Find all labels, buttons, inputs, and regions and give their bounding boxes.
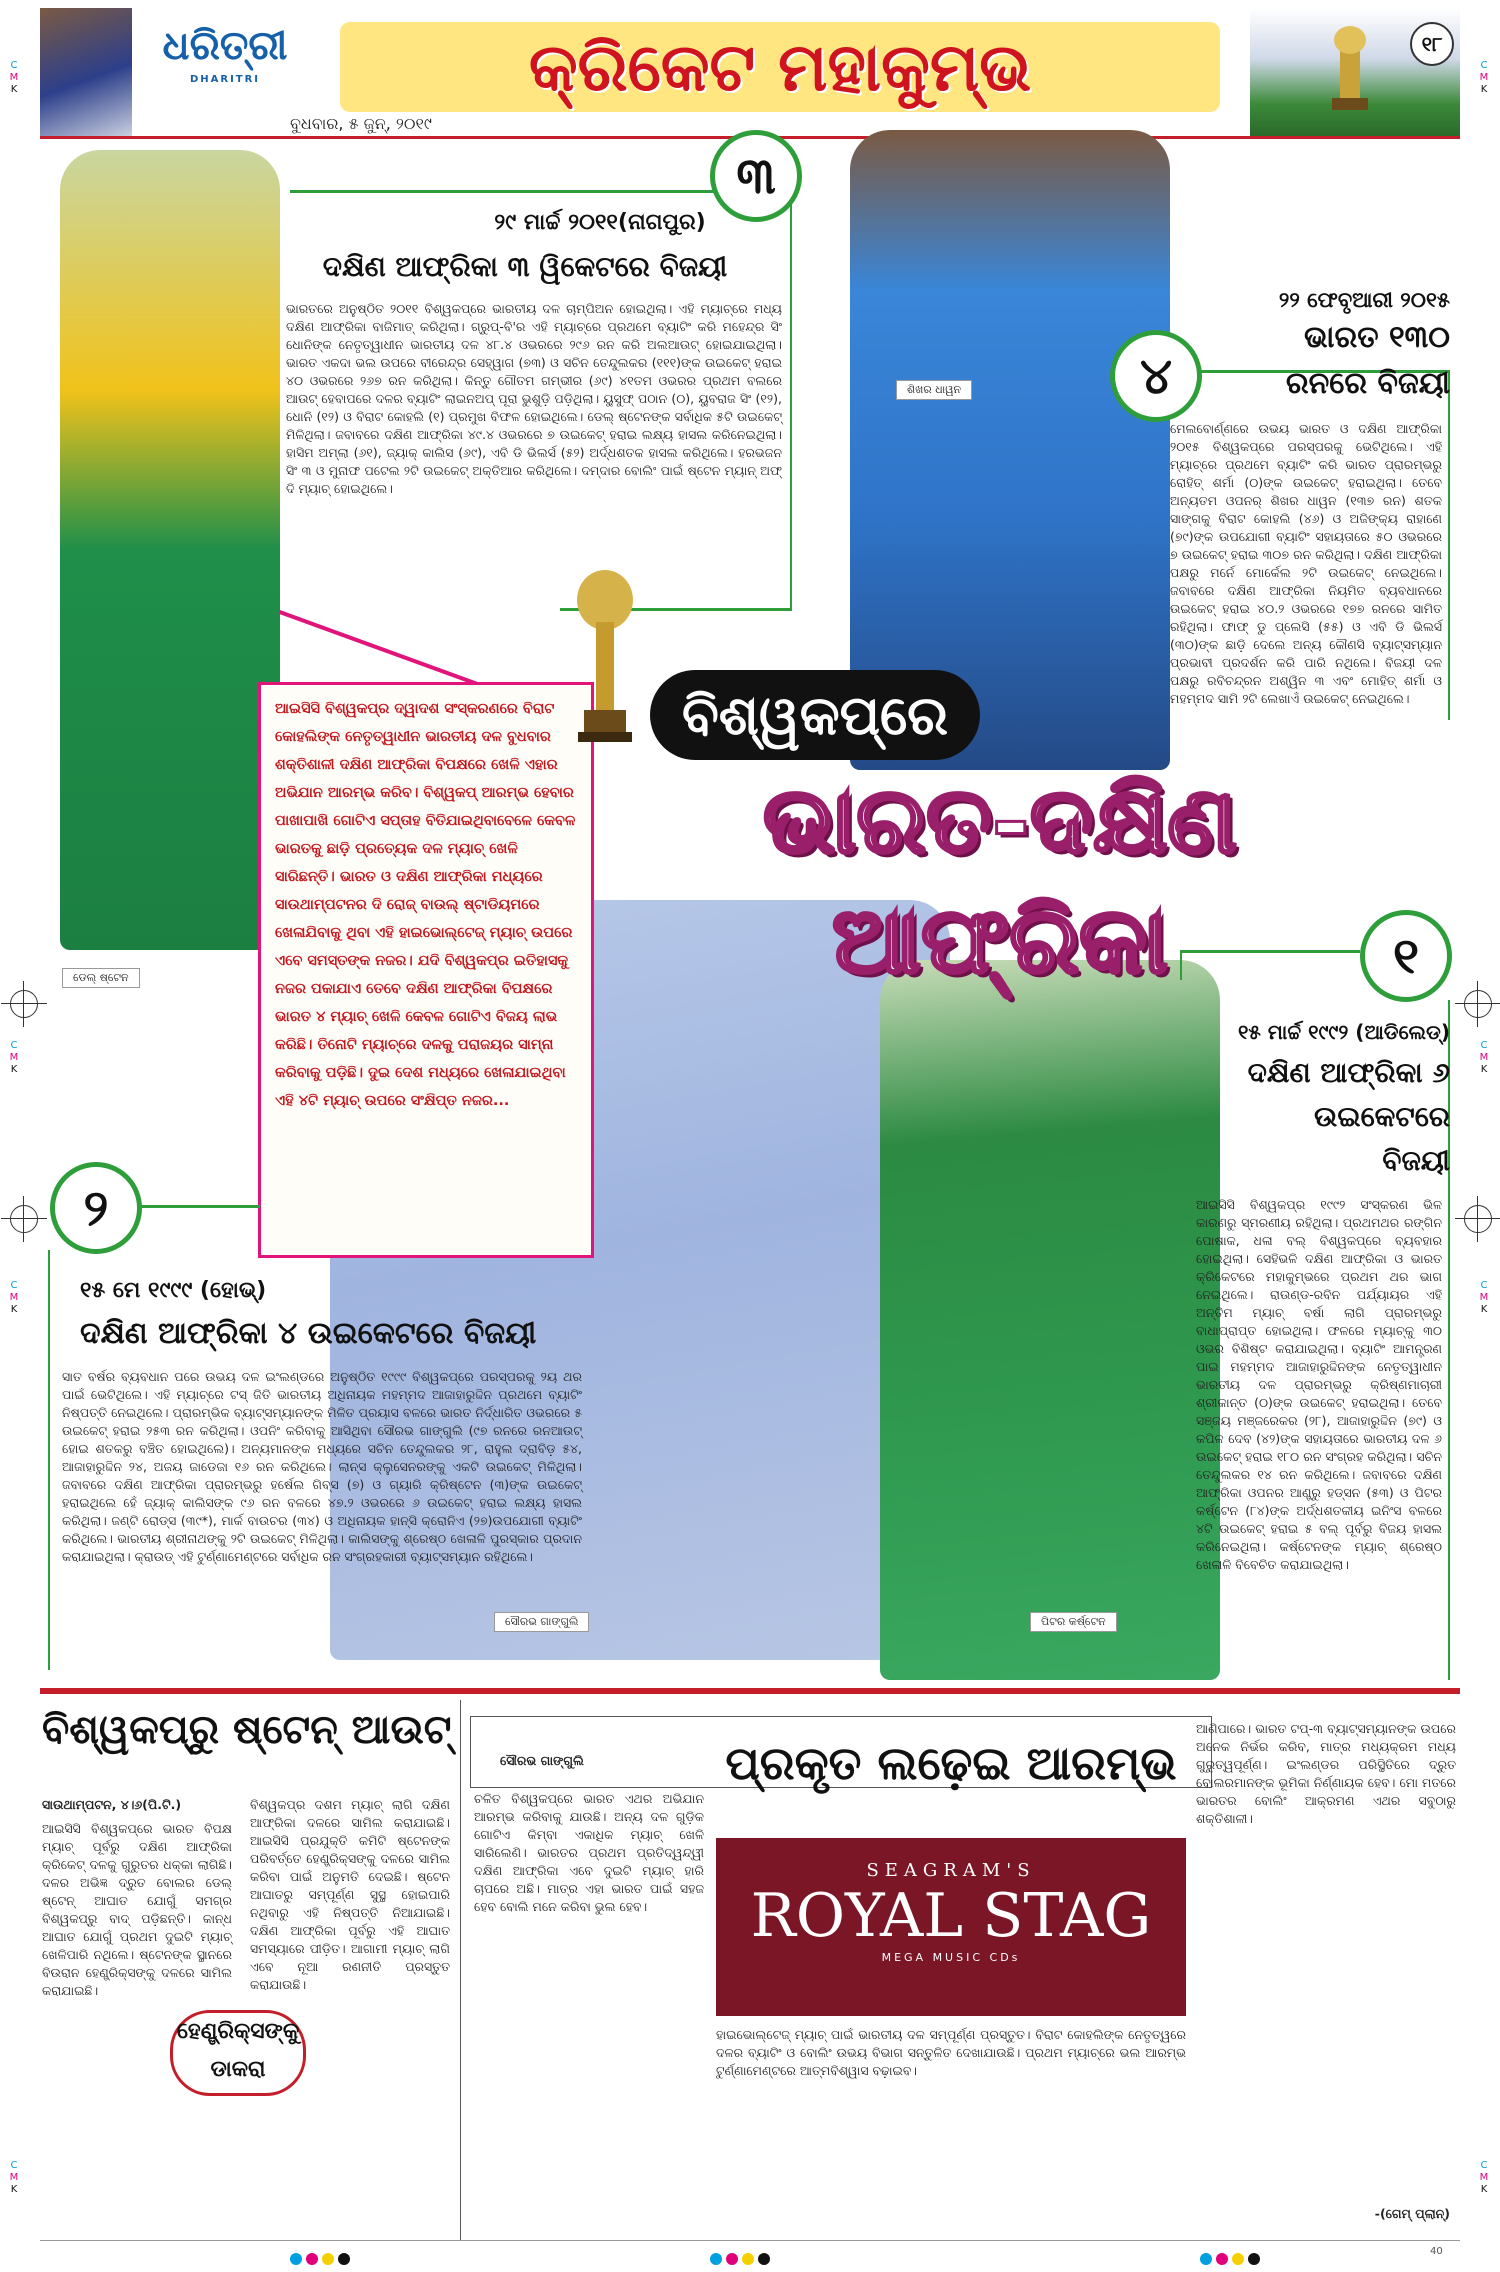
ganguly-headline: ପ୍ରକୃତ ଲଢ଼େଇ ଆରମ୍ଭ [725,1736,1177,1790]
steyn-photo [60,150,280,950]
ganguly-col-3: ଆଣିପାରେ। ଭାରତ ଟପ୍-୩ ବ୍ୟାଟ୍ସମ୍ୟାନଙ୍କ ଉପରେ ଅନେକ ନିର୍ଭର କରିବ, ମାତ୍ର ମଧ୍ୟକ୍ରମ ମଧ୍ୟ ଗୁରୁତ୍ୱପୂର୍ଣ୍ଣ। ଇଂଲଣ୍ଡର ପରିସ୍ଥିତିରେ ଦ୍ରୁତ ବୋଲରମାନଙ୍କ ଭୂମିକା ନିର୍ଣ୍ଣାୟକ ହେବ। ମୋ ମତରେ ଭାରତର ବୋଲିଂ ଆକ୍ରମଣ ଏଥର ସବୁଠାରୁ ଶକ୍ତିଶାଳୀ। [1196,1721,1456,1826]
story2-date: ୧୫ ମେ ୧୯୯୯ (ହୋଭ୍) [80,1278,267,1303]
ganguly-col-2: ହାଇଭୋଲ୍ଟେଜ୍ ମ୍ୟାଚ୍ ପାଇଁ ଭାରତୀୟ ଦଳ ସମ୍ପୂର୍ଣ୍ଣ ପ୍ରସ୍ତୁତ। ବିରାଟ କୋହଲିଙ୍କ ନେତୃତ୍ୱରେ ଦଳର ବ୍ୟାଟିଂ ଓ ବୋଲିଂ ଉଭୟ ବିଭାଗ ସନ୍ତୁଳିତ ଦେଖାଯାଉଛି। ପ୍ରଥମ ମ୍ୟାଚ୍‌ରେ ଭଲ ଆରମ୍ଭ ଟୁର୍ଣ୍ଣାମେଣ୍ଟରେ ଆତ୍ମବିଶ୍ୱାସ ବଢ଼ାଇବ। [716,2027,1186,2078]
logo-text: ଧରିତ୍ରୀ [162,22,288,69]
ad-brand: ROYAL STAG [750,1881,1152,1951]
masthead-player-photo [40,8,132,136]
story1-body: ଆଇସିସି ବିଶ୍ୱକପ୍‌ର ୧୯୯୨ ସଂସ୍କରଣ ଭିଳ କାରଣରୁ ସ୍ମରଣୀୟ ରହିଥିଲା। ପ୍ରଥମଥର ରଙ୍ଗିନ ପୋଷାକ, ଧଳା ବଲ୍ ବିଶ୍ୱକପ୍‌ରେ ବ୍ୟବହାର ହୋଇଥିଲା। ସେହିଭଳି ଦକ୍ଷିଣ ଆଫ୍ରିକା ଓ ଭାରତ କ୍ରିକେଟରେ ମହାକୁମ୍ଭରେ ପ୍ରଥମ ଥର ଭାଗ ନେଇଥିଲେ। ରାଉଣ୍ଡ-ରବିନ ପର୍ଯ୍ୟାୟର ଏହି ଅନ୍ତିମ ମ୍ୟାଚ୍ ବର୍ଷା ଲାଗି ପ୍ରାରମ୍ଭରୁ ବାଧାପ୍ରାପ୍ତ ହୋଇଥିଲା। ଫଳରେ ମ୍ୟାଚ୍‌କୁ ୩୦ ଓଭର ବିଶିଷ୍ଟ କରାଯାଇଥିଲା। ବ୍ୟାଟିଂ ଆମନ୍ତ୍ରଣ ପାଇ ମହମ୍ମଦ ଆଜାହାରୁଦ୍ଦିନଙ୍କ ନେତୃତ୍ୱାଧୀନ ଭାରତୀୟ ଦଳ ପ୍ରାରମ୍ଭରୁ କ୍ରିଷ୍ଣମାଚାରୀ ଶ୍ରୀକାନ୍ତ (୦)ଙ୍କ ଉଇକେଟ୍ ହରାଇଥିଲା। ତେବେ ସଞ୍ଜୟ ମଞ୍ଜରେକର (୨୮), ଆଜାହାରୁଦ୍ଦିନ (୭୯) ଓ କପିଳ ଦେବ (୪୨)ଙ୍କ ସହାୟତାରେ ଭାରତୀୟ ଦଳ ୬ ଉଇକେଟ୍ ହରାଇ ୧୮୦ ରନ ସଂଗ୍ରହ କରିଥିଲା। ସଚିନ ତେନ୍ଦୁଲକର ୧୪ ରନ କରିଥିଲେ। ଜବାବରେ ଦକ୍ଷିଣ ଆଫ୍ରିକା ଓପନର ଆଣ୍ଡ୍ରୁ ହଡ୍‌ସନ (୫୩) ଓ ପିଟର କର୍ଷ୍ଟେନ (୮୪)ଙ୍କ ଅର୍ଦ୍ଧଶତକୀୟ ଇନିଂସ ବଳରେ ୪ଟି ଉଇକେଟ୍ ହରାଇ ୫ ବଲ୍ ପୂର୍ବରୁ ବିଜୟ ହାସଲ କରିନେଇଥିଲା। କର୍ଷ୍ଟେନଙ୍କ ମ୍ୟାଚ୍ ଶ୍ରେଷ୍ଠ ଖେଳାଳି ବିବେଚିତ କରାଯାଇଥିଲା। [1196,1197,1442,1572]
connector-line [48,1250,50,1670]
story4-headline-2: ରନରେ ବିଜୟୀ [1285,366,1450,401]
color-mark: C M K [1479,1280,1489,1315]
story-number-4: ୪ [1110,330,1202,422]
caption-dhawan: ଶିଖର ଧାୱନ [896,380,972,400]
color-mark: C M K [9,2160,19,2195]
story4-body: ମେଲବୋର୍ଣ୍ଣରେ ଉଭୟ ଭାରତ ଓ ଦକ୍ଷିଣ ଆଫ୍ରିକା ୨୦୧୫ ବିଶ୍ୱକପ୍‌ରେ ପରସ୍ପରକୁ ଭେଟିଥିଲେ। ଏହି ମ୍ୟାଚ୍‌ରେ ପ୍ରଥମେ ବ୍ୟାଟିଂ କରି ଭାରତ ପ୍ରାରମ୍ଭରୁ ରୋହିତ୍ ଶର୍ମା (୦)ଙ୍କ ଉଇକେଟ୍ ହରାଇଥିଲା। ତେବେ ଅନ୍ୟତମ ଓପନର୍ ଶିଖର ଧାୱନ (୧୩୭ ରନ) ଶତକ ସାଙ୍ଗକୁ ବିରାଟ କୋହଲି (୪୬) ଓ ଅଜିଙ୍କ୍ୟ ରାହାଣେ (୭୯)ଙ୍କ ଉପଯୋଗୀ ବ୍ୟାଟିଂ ସହାୟତାରେ ୫୦ ଓଭରରେ ୭ ଉଇକେଟ୍ ହରାଇ ୩୦୭ ରନ କରିଥିଲା। ଦକ୍ଷିଣ ଆଫ୍ରିକା ପକ୍ଷରୁ ମର୍ନେ ମୋର୍କେଲ ୨ଟି ଉଇକେଟ୍ ନେଇଥିଲେ। ଜବାବରେ ଦକ୍ଷିଣ ଆଫ୍ରିକା ନିୟମିତ ବ୍ୟବଧାନରେ ଉଇକେଟ୍ ହରାଇ ୪୦.୨ ଓଭରରେ ୧୭୭ ରନରେ ସାମିତ ରହିଥିଲା। ଫାଫ୍ ଡୁ ପ୍ଲେସି (୫୫) ଓ ଏବି ଡି ଭିଲର୍ସ (୩୦)ଙ୍କ ଛାଡ଼ି ଦେଲେ ଅନ୍ୟ କୌଣସି ବ୍ୟାଟ୍ସମ୍ୟାନ ପ୍ରଭାବୀ ପ୍ରଦର୍ଶନ କରି ପାରି ନଥିଲେ। ବିଜୟୀ ଦଳ ପକ୍ଷରୁ ରବିଚନ୍ଦ୍ରନ ଅଶ୍ୱିନ ୩ ଏବଂ ମୋହିତ୍ ଶର୍ମା ଓ ମହମ୍ମଦ ସାମି ୨ଟି ଲେଖାଏଁ ଉଇକେଟ୍ ନେଇଥିଲେ। [1170,421,1442,706]
stein-out-dateline: ସାଉଥାମ୍ପଟନ, ୪।୬(ପି.ଟି.) [42,1797,182,1812]
page-number: ୧୮ [1410,22,1454,66]
issue-date: ବୁଧବାର, ୫ ଜୁନ୍, ୨୦୧୯ [290,114,432,133]
story3-date: ୨୯ ମାର୍ଚ୍ଚ ୨୦୧୧(ନାଗପୁର) [494,210,706,235]
world-cup-trophy-icon [560,560,650,760]
color-mark: C M K [1479,1040,1489,1075]
story4-headline-1: ଭାରତ ୧୩୦ [1304,320,1450,355]
footer-rule [40,2240,1460,2241]
stein-out-col-1: ଆଇସିସି ବିଶ୍ୱକପ୍‌ରେ ଭାରତ ବିପକ୍ଷ ମ୍ୟାଚ୍ ପୂର୍ବରୁ ଦକ୍ଷିଣ ଆଫ୍ରିକା କ୍ରିକେଟ୍ ଦଳକୁ ଗୁରୁତର ଧକ୍କା ଲାଗିଛି। ଦଳର ଅଭିଜ୍ଞ ଦ୍ରୁତ ବୋଲର ଡେଲ୍ ଷ୍ଟେନ୍ ଆଘାତ ଯୋଗୁଁ ସମଗ୍ର ବିଶ୍ୱକପ୍‌ରୁ ବାଦ୍ ପଡ଼ିଛନ୍ତି। କାନ୍ଧ ଆଘାତ ଯୋଗୁଁ ପ୍ରଥମ ଦୁଇଟି ମ୍ୟାଚ୍ ଖେଳିପାରି ନଥିଲେ। ଷ୍ଟେନଙ୍କ ସ୍ଥାନରେ ବିଉରାନ ହେଣ୍ଡ୍ରିକ୍ସଙ୍କୁ ଦଳରେ ସାମିଲ କରାଯାଇଛି। [42,1821,232,1998]
connector-line [1180,950,1182,980]
connector-line [290,190,720,193]
story4-date: ୨୨ ଫେବୃଆରୀ ୨୦୧୫ [1278,288,1450,312]
ganguly-col-1: ଚଳିତ ବିଶ୍ୱକପ୍‌ରେ ଭାରତ ଏଥର ଅଭିଯାନ ଆରମ୍ଭ କରିବାକୁ ଯାଉଛି। ଅନ୍ୟ ଦଳ ଗୁଡ଼ିକ ଗୋଟିଏ କିମ୍ବା ଏକାଧିକ ମ୍ୟାଚ୍ ଖେଳି ସାରିଲେଣି। ଭାରତର ପ୍ରଥମ ପ୍ରତିଦ୍ୱନ୍ଦ୍ୱୀ ଦକ୍ଷିଣ ଆଫ୍ରିକା ଏବେ ଦୁଇଟି ମ୍ୟାଚ୍ ହାରି ଚାପରେ ଅଛି। ମାତ୍ର ଏହା ଭାରତ ପାଇଁ ସହଜ ହେବ ବୋଲି ମନେ କରିବା ଭୁଲ ହେବ। [474,1791,704,1914]
royal-stag-ad [716,1838,1186,2016]
connector-line [1180,950,1360,953]
color-mark: C M K [1479,2160,1489,2195]
caption-kirsten: ପିଟର କର୍ଷ୍ଟେନ [1030,1612,1117,1632]
intro-text: ଆଇସିସି ବିଶ୍ୱକପ୍‌ର ଦ୍ୱାଦଶ ସଂସ୍କରଣରେ ବିରାଟ କୋହଲିଙ୍କ ନେତୃତ୍ୱାଧୀନ ଭାରତୀୟ ଦଳ ବୁଧବାର ଶକ୍ତିଶାଳୀ ଦକ୍ଷିଣ ଆଫ୍ରିକା ବିପକ୍ଷରେ ଖେଳି ଏହାର ଅଭିଯାନ ଆରମ୍ଭ କରିବ। ବିଶ୍ୱକପ୍ ଆରମ୍ଭ ହେବାର ପାଖାପାଖି ଗୋଟିଏ ସପ୍ତାହ ବିତିଯାଇଥିବାବେଳେ କେବଳ ଭାରତକୁ ଛାଡ଼ି ପ୍ରତ୍ୟେକ ଦଳ ମ୍ୟାଚ୍ ଖେଳି ସାରିଛନ୍ତି। ଭାରତ ଓ ଦକ୍ଷିଣ ଆଫ୍ରିକା ମଧ୍ୟରେ ସାଉଥାମ୍ପଟନର ଦି ରୋଜ୍ ବାଉଲ୍ ଷ୍ଟାଡିୟମରେ ଖେଳାଯିବାକୁ ଥିବା ଏହି ହାଇଭୋଲ୍ଟେଜ୍ ମ୍ୟାଚ୍ ଉପରେ ଏବେ ସମସ୍ତଙ୍କ ନଜର। ଯଦି ବିଶ୍ୱକପ୍‌ର ଇତିହାସକୁ ନଜର ପକାଯାଏ ତେବେ ଦକ୍ଷିଣ ଆଫ୍ରିକା ବିପକ୍ଷରେ ଭାରତ ୪ ମ୍ୟାଚ୍ ଖେଳି କେବଳ ଗୋଟିଏ ବିଜୟ ଲାଭ କରିଛି। ତିନୋଟି ମ୍ୟାଚ୍‌ରେ ଦଳକୁ ପରାଜୟର ସାମ୍ନା କରିବାକୁ ପଡ଼ିଛି। ଦୁଇ ଦେଶ ମଧ୍ୟରେ ଖେଳାଯାଇଥିବା ଏହି ୪ଟି ମ୍ୟାଚ୍ ଉପରେ ସଂକ୍ଷିପ୍ତ ନଜର... [275,701,576,1109]
connector-line [790,190,792,610]
registration-mark [1464,990,1492,1018]
registration-mark [10,990,38,1018]
color-mark: C M K [9,1040,19,1075]
main-title-line-1: ବିଶ୍ୱକପ୍‌ରେ [650,670,980,760]
color-bar [290,2250,354,2269]
main-title-line-2: ଭାରତ-ଦକ୍ଷିଣ ଆଫ୍ରିକା [762,766,1238,994]
story1-date: ୧୫ ମାର୍ଚ୍ଚ ୧୯୯୨ (ଆଡିଲେଡ୍) [1237,1020,1450,1044]
masthead [40,8,1460,139]
caption-ganguly: ସୌରଭ ଗାଙ୍ଗୁଲି [494,1612,589,1632]
stein-out-headline: ବିଶ୍ୱକପ୍‌ରୁ ଷ୍ଟେନ୍ ଆଉଟ୍ [42,1706,452,1753]
section-title: କ୍ରିକେଟ ମହାକୁମ୍ଭ [340,22,1220,112]
stein-out-col-2: ବିଶ୍ୱକପ୍‌ର ଦଶମ ମ୍ୟାଚ୍ ଲାଗି ଦକ୍ଷିଣ ଆଫ୍ରିକା ଦଳରେ ସାମିଲ କରାଯାଇଛି। ଆଇସିସି ପ୍ରଯୁକ୍ତି କମିଟି ଷ୍ଟେନଙ୍କ ପରିବର୍ତ୍ତେ ହେଣ୍ଡ୍ରିକ୍ସଙ୍କୁ ଦଳରେ ସାମିଲ କରିବା ପାଇଁ ଅନୁମତି ଦେଇଛି। ଷ୍ଟେନ ଆଘାତରୁ ସମ୍ପୂର୍ଣ୍ଣ ସୁସ୍ଥ ହୋଇପାରି ନଥିବାରୁ ଏହି ନିଷ୍ପତ୍ତି ନିଆଯାଇଛି। ଦକ୍ଷିଣ ଆଫ୍ରିକା ପୂର୍ବରୁ ଏହି ଆଘାତ ସମସ୍ୟାରେ ପୀଡ଼ିତ। ଆଗାମୀ ମ୍ୟାଚ୍ ଲାଗି ଏବେ ନୂଆ ରଣନୀତି ପ୍ରସ୍ତୁତ କରାଯାଉଛି। [250,1797,450,1992]
story1-headline-1: ଦକ୍ଷିଣ ଆଫ୍ରିକା ୬ [1247,1056,1450,1089]
registration-mark [10,1205,38,1233]
color-mark: C M K [1479,60,1489,95]
color-bar [1200,2250,1264,2269]
story1-headline-3: ବିଜୟୀ [1382,1144,1450,1177]
color-bar [710,2250,774,2269]
story3-body: ଭାରତରେ ଅନୁଷ୍ଠିତ ୨୦୧୧ ବିଶ୍ୱକପ୍‌ରେ ଭାରତୀୟ ଦଳ ଚାମ୍ପିଅନ ହୋଇଥିଲା। ଏହି ମ୍ୟାଚ୍‌ରେ ମଧ୍ୟ ଦକ୍ଷିଣ ଆଫ୍ରିକା ବାଜିମାତ୍ କରିଥିଲା। ଗ୍ରୁପ୍-ବି'ର ଏହି ମ୍ୟାଚ୍‌ରେ ପ୍ରଥମେ ବ୍ୟାଟିଂ କରି ମହେନ୍ଦ୍ର ସିଂ ଧୋନିଙ୍କ ନେତୃତ୍ୱାଧୀନ ଭାରତୀୟ ଦଳ ୪୮.୪ ଓଭରରେ ୨୯୬ ରନ କରି ଅଲଆଉଟ୍ ହୋଇଯାଇଥିଲା। ଭାରତ ଏକଦା ଭଲ ଉପରେ ବୀରେନ୍ଦ୍ର ସେହ୍‌ୱାଗ (୭୩) ଓ ସଚିନ ତେନ୍ଦୁଲକର (୧୧୧)ଙ୍କ ଉଇକେଟ୍ ହରାଇ ୪୦ ଓଭରରେ ୨୬୭ ରନ କରିଥିଲା। କିନ୍ତୁ ଗୌତମ ଗମ୍ଭୀର (୬୯) ୪୧ତମ ଓଭରର ପ୍ରଥମ ବଲରେ ଆଉଟ୍ ହେବାପରେ ଦଳର ବ୍ୟାଟିଂ ଲାଇନଅପ୍ ପୂରା ଭୁଶୁଡ଼ି ପଡ଼ିଥିଲା। ୟୁସୁଫ୍ ପଠାନ (୦), ୟୁବରାଜ ସିଂ (୧୨), ଧୋନି (୧୨) ଓ ବିରାଟ କୋହଲି (୧) ପ୍ରମୁଖ ବିଫଳ ହୋଇଥିଲେ। ଡେଲ୍ ଷ୍ଟେନଙ୍କ ସର୍ବାଧିକ ୫ଟି ଉଇକେଟ୍ ମିଳିଥିଲା। ଜବାବରେ ଦକ୍ଷିଣ ଆଫ୍ରିକା ୪୯.୪ ଓଭରରେ ୭ ଉଇକେଟ୍ ହରାଇ ଲକ୍ଷ୍ୟ ହାସଲ କରିନେଇଥିଲା। ହାସିମ ଅମ୍ଲା (୬୧), ଜ୍ୟାକ୍ କାଲିସ (୬୯), ଏବି ଡି ଭିଲର୍ସ (୫୨) ଅର୍ଦ୍ଧଶତକ ହାସଲ କରିଥିଲେ। ହରଭଜନ ସିଂ ୩ ଓ ମୁନାଫ ପଟେଲ ୨ଟି ଉଇକେଟ୍ ଅକ୍ତିଆର କରିଥିଲେ। ଦମ୍ଦାର ବୋଲିଂ ପାଇଁ ଷ୍ଟେନ ମ୍ୟାନ୍ ଅଫ୍ ଦି ମ୍ୟାଚ୍ ହୋଇଥିଲେ। [286,301,782,496]
newspaper-logo [150,18,300,98]
footer-page-number: 40 [1430,2246,1443,2257]
connector-line [140,1205,260,1208]
ad-top-text: SEAGRAM'S [866,1860,1036,1881]
section-divider [40,1688,1460,1694]
story-number-2: ୨ [50,1162,142,1254]
color-mark: C M K [9,1280,19,1315]
ganguly-signoff: -(ଗେମ୍ ପ୍ଲାନ୍) [1374,2206,1450,2221]
hendricks-callout: ହେଣ୍ଡ୍ରିକ୍ସଙ୍କୁ ଡାକରା [170,2010,306,2096]
story-number-1: ୧ [1360,910,1452,1002]
column-rule [460,1700,461,2240]
connector-line [1448,370,1450,720]
ganguly-byline: ସୌରଭ ଗାଙ୍ଗୁଲି [500,1753,584,1768]
story3-headline: ଦକ୍ଷିଣ ଆଫ୍ରିକା ୩ ୱିକେଟରେ ବିଜୟୀ [322,250,728,283]
logo-subtext: DHARITRI [189,74,261,85]
color-mark: C M K [9,60,19,95]
story2-body: ସାତ ବର୍ଷର ବ୍ୟବଧାନ ପରେ ଉଭୟ ଦଳ ଇଂଲଣ୍ଡରେ ଅନୁଷ୍ଠିତ ୧୯୯୯ ବିଶ୍ୱକପ୍‌ରେ ପରସ୍ପରକୁ ୨ୟ ଥର ପାଇଁ ଭେଟିଥିଲେ। ଏହି ମ୍ୟାଚ୍‌ରେ ଟସ୍ ଜିତି ଭାରତୀୟ ଅଧିନାୟକ ମହମ୍ମଦ ଆଜାହାରୁଦ୍ଦିନ ପ୍ରଥମେ ବ୍ୟାଟିଂ ନିଷ୍ପତ୍ତି ନେଇଥିଲେ। ପ୍ରାରମ୍ଭିକ ବ୍ୟାଟ୍ସମ୍ୟାନଙ୍କ ମିଳିତ ପ୍ରୟାସ ବଳରେ ଭାରତ ନିର୍ଦ୍ଧାରିତ ଓଭରରେ ୫ ଉଇକେଟ୍ ହରାଇ ୨୫୩ ରନ କରିଥିଲା। ଓପନିଂ କରିବାକୁ ଆସିଥିବା ସୌରଭ ଗାଙ୍ଗୁଲି (୯୭ ରନରେ ରନଆଉଟ୍ ହୋଇ ଶତକରୁ ବଞ୍ଚିତ ହୋଇଥିଲେ)। ଅନ୍ୟମାନଙ୍କ ମଧ୍ୟରେ ସଚିନ ତେନ୍ଦୁଲକର ୨୮, ରାହୁଲ ଦ୍ରାବିଡ଼ ୫୪, ଆଜାହାରୁଦ୍ଦିନ ୨୪, ଅଜୟ ଜାଡେଜା ୧୬ ରନ କରିଥିଲେ। ଲାନ୍ସ କ୍ଲୁସେନରଙ୍କୁ ଏକଟି ଉଇକେଟ୍ ମିଳିଥିଲା। ଜବାବରେ ଦକ୍ଷିଣ ଆଫ୍ରିକା ପ୍ରାରମ୍ଭରୁ ହର୍ଷେଲ ଗିବ୍ସ (୭) ଓ ଗ୍ୟାରି କ୍ରିଷ୍ଟେନ (୩)ଙ୍କ ଉଇକେଟ୍ ହରାଇଥିଲେ ହେଁ ଜ୍ୟାକ୍ କାଲିସଙ୍କ ୯୬ ରନ ବଳରେ ୪୭.୨ ଓଭରରେ ୬ ଉଇକେଟ୍ ହରାଇ ଲକ୍ଷ୍ୟ ହାସଲ କରିଥିଲା। ଜଣ୍ଟି ରୋଡ୍ସ (୩୯*), ମାର୍କ ବାଉଚର (୩୪) ଓ ଅଧିନାୟକ ହାନ୍ସି କ୍ରୋନିଏ (୨୭)ଉପଯୋଗୀ ବ୍ୟାଟିଂ କରିଥିଲେ। ଭାରତୀୟ ଶ୍ରୀନାଥଙ୍କୁ ୨ଟି ଉଇକେଟ୍ ମିଳିଥିଲା। କାଲିସଙ୍କୁ ଶ୍ରେଷ୍ଠ ଖେଳାଳି ପୁରସ୍କାର ପ୍ରଦାନ କରାଯାଇଥିଲା। କ୍ରାଉଡ୍ ଏହି ଟୁର୍ଣ୍ଣାମେଣ୍ଟରେ ସର୍ବାଧିକ ରନ ସଂଗ୍ରହକାରୀ ବ୍ୟାଟ୍ସମ୍ୟାନ ରହିଥିଲେ। [62,1369,582,1564]
intro-box [258,682,594,1258]
story1-headline-2: ଉଇକେଟରେ [1314,1100,1450,1133]
story2-headline: ଦକ୍ଷିଣ ଆଫ୍ରିକା ୪ ଉଇକେଟରେ ବିଜୟୀ [80,1316,537,1351]
registration-mark [1464,1205,1492,1233]
story-number-3: ୩ [710,130,802,222]
caption-steyn: ଡେଲ୍ ଷ୍ଟେନ [62,968,140,988]
ad-subtext: MEGA MUSIC CDs [881,1951,1021,1964]
